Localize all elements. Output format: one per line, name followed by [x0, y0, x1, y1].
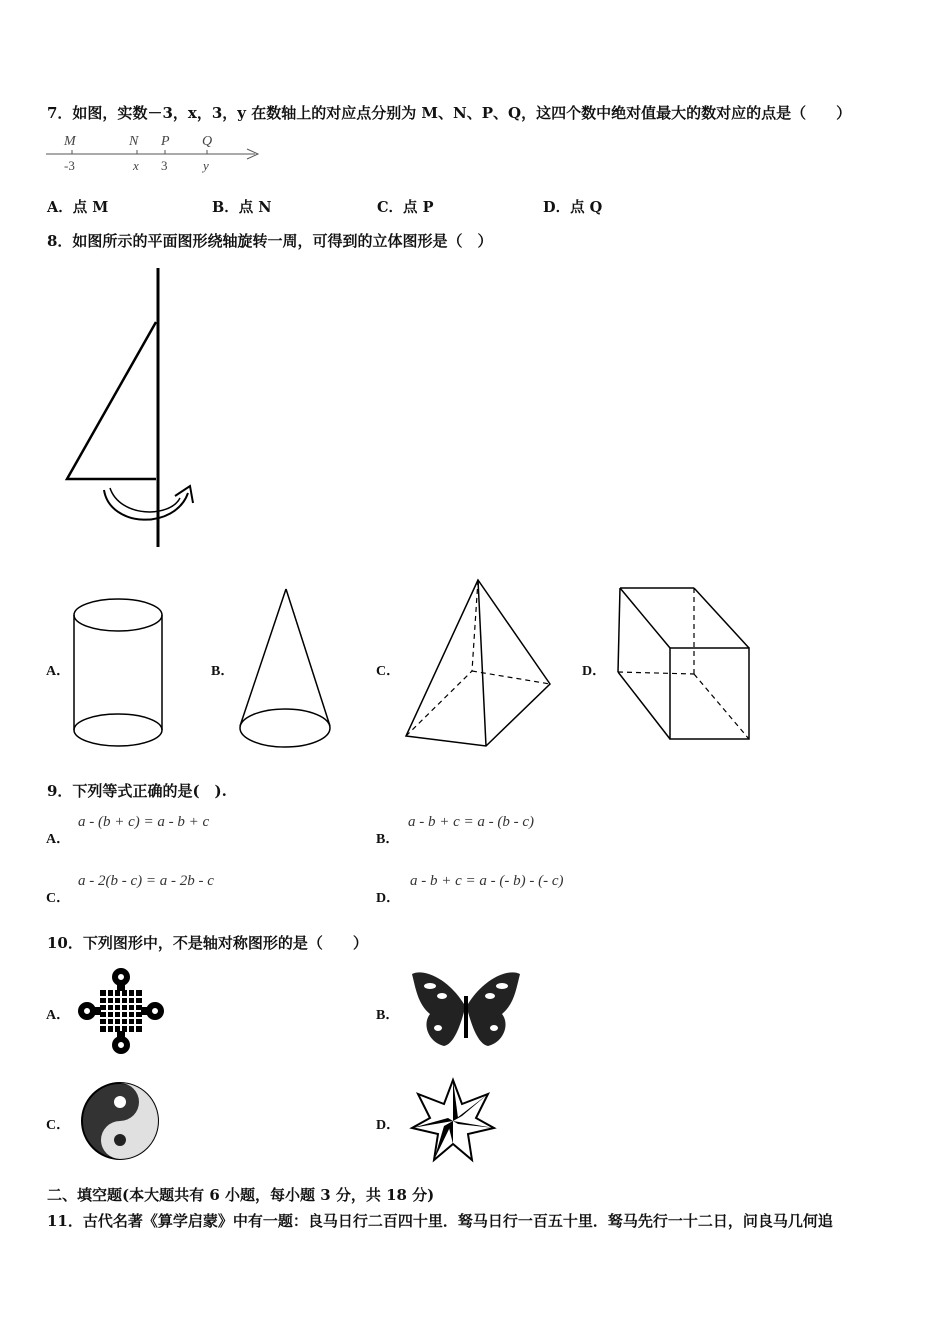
q8-rotation-figure	[60, 268, 210, 553]
q10-option-a[interactable]: A．	[46, 1008, 71, 1023]
q10-option-d[interactable]: D．	[376, 1118, 401, 1133]
axis-label-N: N	[129, 134, 139, 149]
q7-option-c[interactable]: C．点 P	[377, 199, 434, 216]
prism-icon	[612, 584, 757, 744]
q11-stem: 11．古代名著《算学启蒙》中有一题：良马日行二百四十里．驽马日行一百五十里．驽马先行一十二日，问良马几何追	[47, 1212, 833, 1230]
q8-option-a[interactable]: A．	[46, 664, 71, 679]
butterfly-icon	[408, 968, 524, 1052]
q7-option-d[interactable]: D．点 Q	[543, 199, 603, 216]
q10-stem: 10．下列图形中，不是轴对称图形的是（ ）	[47, 934, 368, 952]
axis-label-P: P	[161, 134, 170, 149]
q8-option-c[interactable]: C．	[376, 664, 401, 679]
pyramid-icon	[402, 576, 557, 752]
yin-yang-icon	[80, 1078, 162, 1164]
q7-option-a[interactable]: A．点 M	[47, 199, 109, 216]
q7-stem: 7．如图，实数－3，x，3，y 在数轴上的对应点分别为 M、N、P、Q，这四个数中绝对值最大的数对应的点是（ ）	[47, 104, 852, 122]
q9-option-c-formula: a - 2(b - c) = a - 2b - c	[78, 873, 214, 889]
q9-option-a-label[interactable]: A．	[46, 832, 71, 847]
q10-option-b[interactable]: B．	[376, 1008, 400, 1023]
axis-value-neg3: -3	[64, 158, 75, 173]
q8-option-b[interactable]: B．	[211, 664, 235, 679]
axis-value-3: 3	[161, 158, 168, 173]
cone-icon	[236, 586, 336, 752]
section2-heading: 二、填空题(本大题共有 6 小题，每小题 3 分，共 18 分)	[47, 1186, 435, 1204]
axis-label-Q: Q	[202, 134, 213, 149]
cylinder-icon	[70, 596, 170, 752]
q8-stem: 8．如图所示的平面图形绕轴旋转一周，可得到的立体图形是（ ）	[47, 232, 493, 250]
axis-label-M: M	[64, 134, 76, 149]
q9-option-b-formula: a - b + c = a - (b - c)	[408, 814, 535, 830]
q9-option-c-label[interactable]: C．	[46, 891, 71, 906]
q7-option-b[interactable]: B．点 N	[212, 199, 272, 216]
q9-stem: 9．下列等式正确的是( ).	[47, 782, 227, 800]
q9-option-d-label[interactable]: D．	[376, 891, 401, 906]
chinese-knot-icon	[78, 968, 164, 1054]
q10-option-c[interactable]: C．	[46, 1118, 71, 1133]
axis-value-x: x	[133, 158, 139, 173]
q9-option-d-formula: a - b + c = a - (- b) - (- c)	[410, 873, 564, 889]
q8-option-d[interactable]: D．	[582, 664, 607, 679]
star-icon	[410, 1078, 496, 1164]
q9-option-b-label[interactable]: B．	[376, 832, 400, 847]
axis-value-y: y	[203, 158, 209, 173]
q7-number-line	[40, 128, 270, 176]
q9-option-a-formula: a - (b + c) = a - b + c	[78, 814, 210, 830]
